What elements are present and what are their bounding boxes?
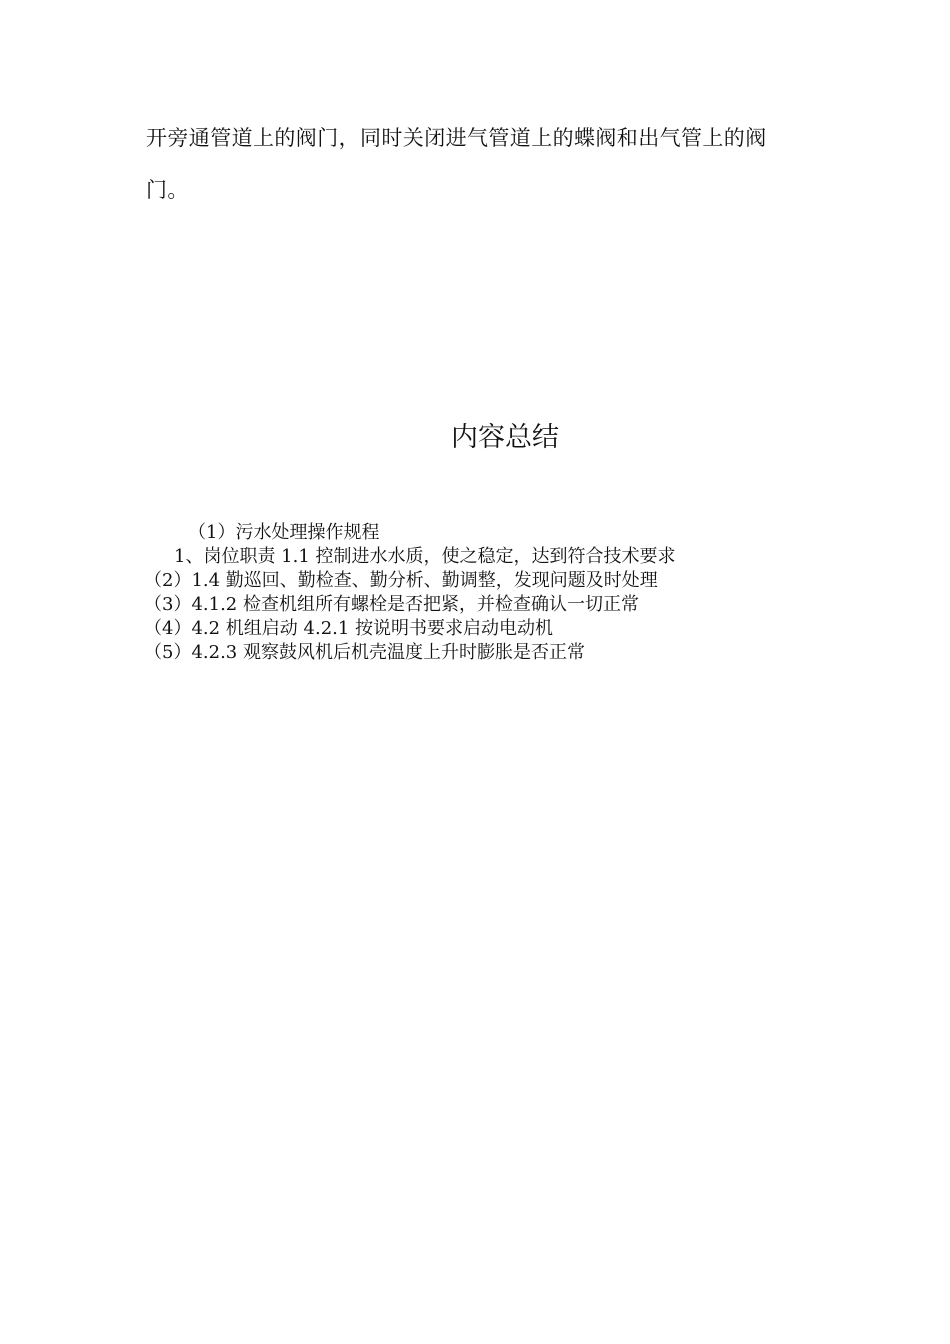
paragraph-line-2: 门。	[146, 178, 189, 202]
summary-item-1: （1）污水处理操作规程	[188, 522, 380, 543]
summary-item-4: （3）4.1.2 检查机组所有螺栓是否把紧，并检查确认一切正常	[144, 594, 639, 615]
paragraph-line-1: 开旁通管道上的阀门，同时关闭进气管道上的蝶阀和出气管上的阀	[146, 126, 767, 150]
summary-item-5: （4）4.2 机组启动 4.2.1 按说明书要求启动电动机	[144, 618, 554, 639]
summary-item-2: 1、岗位职责 1.1 控制进水水质，使之稳定，达到符合技术要求	[174, 546, 676, 567]
summary-title: 内容总结	[451, 422, 559, 453]
summary-item-3: （2）1.4 勤巡回、勤检查、勤分析、勤调整，发现问题及时处理	[144, 570, 658, 591]
summary-item-6: （5）4.2.3 观察鼓风机后机壳温度上升时膨胀是否正常	[144, 642, 585, 663]
